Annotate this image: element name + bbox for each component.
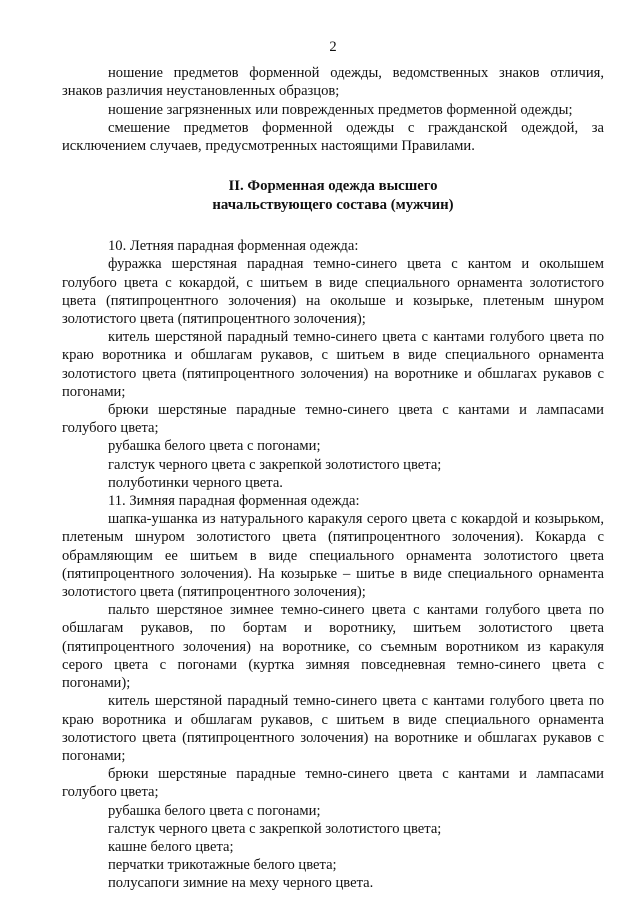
body-paragraph: брюки шерстяные парадные темно-синего цвета с кантами и лампасами голубого цвета; (62, 402, 604, 437)
clause-title: 10. Летняя парадная форменная одежда: (108, 238, 359, 255)
section-heading (62, 177, 604, 215)
body-paragraph: шапка-ушанка из натурального каракуля серого цвета с кокардой и козырьком, плетеным шнуром золотистого цвета (пятипроцентного золочения). Кокарда с обрамляющим ее шитьем в виде специального орнамента золотистого цвета (пятипроцентного золочения). На козырьке – шитье в виде специального орнамента золотистого цвета (пятипроцентного золочения); (62, 511, 604, 601)
body-paragraph: кашне белого цвета; (108, 838, 234, 855)
body-paragraph: китель шерстяной парадный темно-синего цвета с кантами голубого цвета по краю воротника и обшлагам рукавов, с шитьем в виде специального орнамента золотистого цвета (пятипроцентного золочения) на воротнике и обшлагах рукавов с погонами; (62, 329, 604, 400)
body-paragraph: рубашка белого цвета с погонами; (108, 802, 321, 819)
body-paragraph: галстук черного цвета с закрепкой золотистого цвета; (108, 456, 442, 473)
clause-title: 11. Зимняя парадная форменная одежда: (108, 493, 360, 510)
intro-paragraph: ношение предметов форменной одежды, ведомственных знаков отличия, знаков различия неустановленных образцов; (62, 65, 604, 100)
body-paragraph: китель шерстяной парадный темно-синего цвета с кантами голубого цвета по краю воротника и обшлагам рукавов, с шитьем в виде специального орнамента золотистого цвета (пятипроцентного золочения) на воротнике и обшлагах рукавов с погонами; (62, 693, 604, 764)
section-heading-line: II. Форменная одежда высшего (228, 178, 438, 195)
body-section (62, 237, 604, 892)
body-paragraph: брюки шерстяные парадные темно-синего цвета с кантами и лампасами голубого цвета; (62, 766, 604, 801)
body-paragraph: фуражка шерстяная парадная темно-синего цвета с кантом и околышем голубого цвета с кокардой, с шитьем в виде специального орнамента золотистого цвета (пятипроцентного золочения) на околыше и козырьке, плетеным шнуром золотистого цвета (пятипроцентного золочения); (62, 256, 604, 328)
page-number: 2 (329, 39, 337, 55)
body-paragraph: полуботинки черного цвета. (108, 474, 283, 491)
body-paragraph: пальто шерстяное зимнее темно-синего цвета с кантами голубого цвета по обшлагам рукавов, по бортам и воротнику, шитьем золотистого цвета (пятипроцентного золочения) на воротнике, со съемным воротником из каракуля серого цвета с погонами (куртка зимняя повседневная темно-синего цвета с погонами); (62, 602, 604, 692)
intro-section (62, 64, 604, 155)
body-paragraph: галстук черного цвета с закрепкой золотистого цвета; (108, 820, 442, 837)
intro-paragraph: смешение предметов форменной одежды с гражданской одеждой, за исключением случаев, предусмотренных настоящими Правилами. (62, 119, 604, 155)
document-page (62, 38, 604, 893)
body-paragraph: полусапоги зимние на меху черного цвета. (108, 875, 374, 892)
body-paragraph: перчатки трикотажные белого цвета; (108, 857, 337, 874)
body-paragraph: рубашка белого цвета с погонами; (108, 438, 321, 455)
intro-paragraph: ношение загрязненных или поврежденных предметов форменной одежды; (108, 101, 573, 118)
section-heading-line: начальствующего состава (мужчин) (212, 197, 454, 214)
